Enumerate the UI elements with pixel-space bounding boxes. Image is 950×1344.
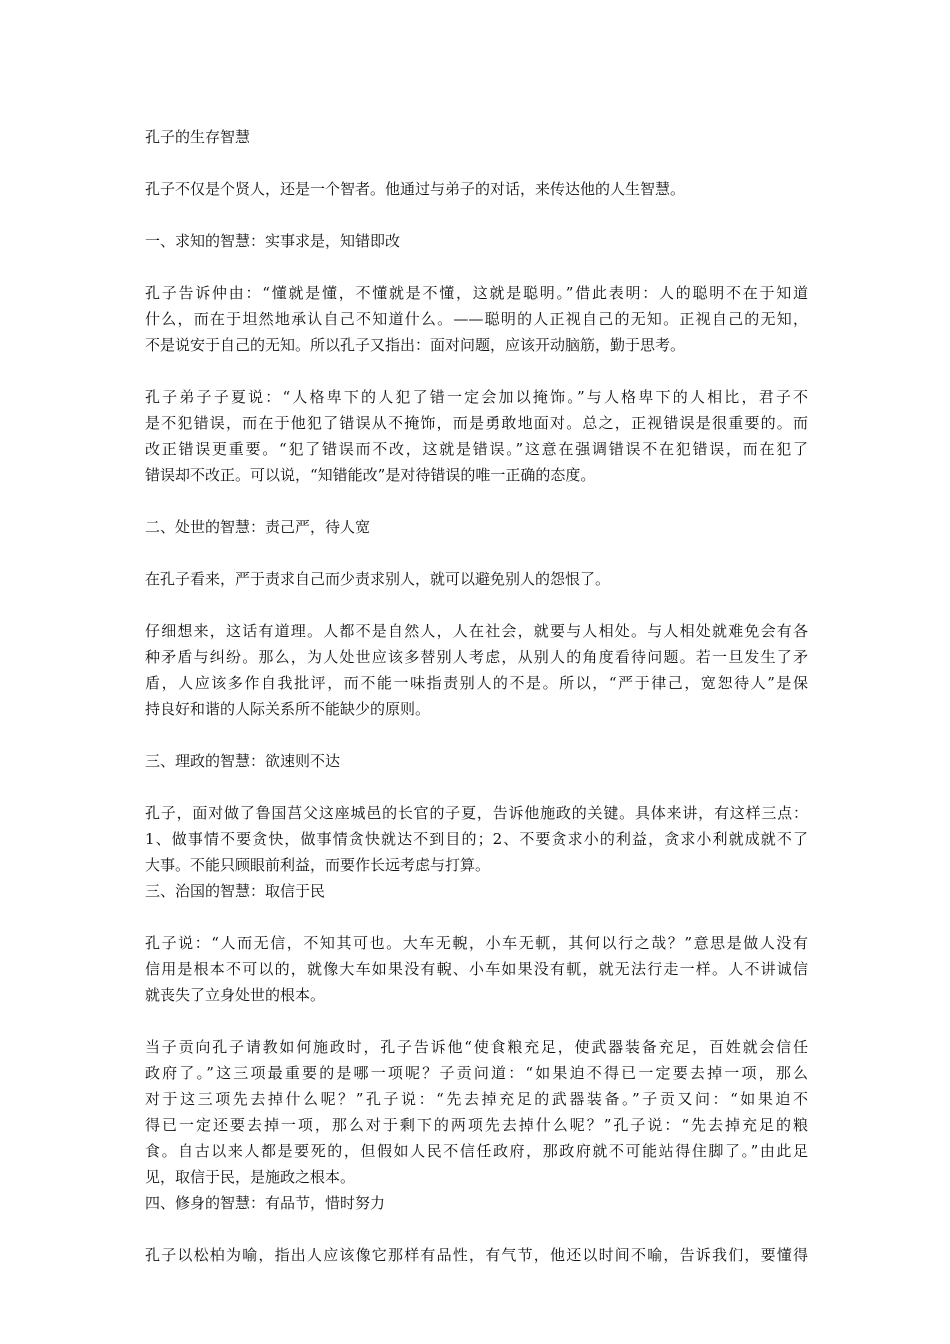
- section-heading-state: 三、治国的智慧：取信于民: [145, 882, 326, 900]
- spacer: [145, 774, 808, 800]
- spacer: [145, 254, 808, 280]
- paragraph-conduct-1: [145, 566, 808, 592]
- paragraph-knowledge-1: [145, 280, 808, 358]
- paragraph-line: 不是说安于自己的无知。所以孔子又指出：面对问题，应该开动脑筋，勤于思考。: [145, 336, 686, 354]
- paragraph-line: 什么，而在于坦然地承认自己不知道什么。——聪明的人正视自己的无知。正视自己的无知，: [145, 310, 808, 328]
- paragraph-state-1: [145, 930, 808, 1008]
- section-heading-conduct: 二、处世的智慧：责己严，待人宽: [145, 518, 371, 536]
- paragraph-knowledge-2: [145, 384, 808, 488]
- paragraph-line: 是不犯错误，而在于他犯了错误从不掩饰，而是勇敢地面对。总之，正视错误是很重要的。而: [145, 414, 808, 432]
- paragraph-line: 1、做事情不要贪快，做事情贪快就达不到目的；2、不要贪求小的利益，贪求小利就成就不了: [145, 830, 808, 848]
- document-page: [145, 124, 808, 1268]
- spacer: [145, 1008, 808, 1034]
- paragraph-conduct-2: [145, 618, 808, 722]
- spacer: [145, 1216, 808, 1242]
- paragraph-self-cultivation-1: [145, 1242, 808, 1268]
- paragraph-line: 食。自古以来人都是要死的，但假如人民不信任政府，那政府就不可能站得住脚了。”由此足: [145, 1142, 808, 1160]
- paragraph-line: 信用是根本不可以的，就像大车如果没有輗、小车如果没有軏，就无法行走一样。人不讲诚信: [145, 960, 808, 978]
- section-heading-governance: 三、理政的智慧：欲速则不达: [145, 752, 341, 770]
- paragraph-line: 仔细想来，这话有道理。人都不是自然人，人在社会，就要与人相处。与人相处就难免会有各: [145, 622, 808, 640]
- section-heading-knowledge: 一、求知的智慧：实事求是，知错即改: [145, 232, 401, 250]
- spacer: [145, 358, 808, 384]
- intro-paragraph: 孔子不仅是个贤人，还是一个智者。他通过与弟子的对话，来传达他的人生智慧。: [145, 180, 686, 198]
- paragraph-line: 政府了。”这三项最重要的是哪一项呢？子贡问道：“如果迫不得已一定要去掉一项，那么: [145, 1064, 808, 1082]
- paragraph-line: 就丧失了立身处世的根本。: [145, 986, 326, 1004]
- spacer: [145, 488, 808, 514]
- paragraph-line: 孔子说：“人而无信，不知其可也。大车无輗，小车无軏，其何以行之哉？”意思是做人没有: [145, 934, 808, 952]
- paragraph-line: 见，取信于民，是施政之根本。: [145, 1168, 356, 1186]
- paragraph-line: 对于这三项先去掉什么呢？”孔子说：“先去掉充足的武器装备。”子贡又问：“如果迫不: [145, 1090, 808, 1108]
- paragraph-governance-1: [145, 800, 808, 878]
- spacer: [145, 592, 808, 618]
- paragraph-line: 孔子弟子子夏说：“人格卑下的人犯了错一定会加以掩饰。”与人格卑下的人相比，君子不: [145, 388, 808, 406]
- paragraph-line: 在孔子看来，严于责求自己而少责求别人，就可以避免别人的怨恨了。: [145, 570, 611, 588]
- spacer: [145, 540, 808, 566]
- section-heading-self-cultivation: 四、修身的智慧：有品节，惜时努力: [145, 1194, 386, 1212]
- paragraph-line: 孔子，面对做了鲁国莒父这座城邑的长官的子夏，告诉他施政的关键。具体来讲，有这样三点：: [145, 804, 808, 822]
- paragraph-line: 种矛盾与纠纷。那么，为人处世应该多替别人考虑，从别人的角度看待问题。若一旦发生了矛: [145, 648, 808, 666]
- spacer: [145, 150, 808, 176]
- spacer: [145, 904, 808, 930]
- paragraph-line: 得已一定还要去掉一项，那么对于剩下的两项先去掉什么呢？”孔子说：“先去掉充足的粮: [145, 1116, 808, 1134]
- paragraph-line: 错误却不改正。可以说，“知错能改”是对待错误的唯一正确的态度。: [145, 466, 596, 484]
- document-title: 孔子的生存智慧: [145, 128, 251, 146]
- paragraph-line: 当子贡向孔子请教如何施政时，孔子告诉他“使食粮充足，使武器装备充足，百姓就会信任: [145, 1038, 808, 1056]
- paragraph-line: 孔子告诉仲由：“懂就是懂，不懂就是不懂，这就是聪明。”借此表明：人的聪明不在于知道: [145, 284, 808, 302]
- paragraph-line: 孔子以松柏为喻，指出人应该像它那样有品性，有气节，他还以时间不喻，告诉我们，要懂得: [145, 1246, 808, 1264]
- paragraph-line: 大事。不能只顾眼前利益，而要作长远考虑与打算。: [145, 856, 491, 874]
- spacer: [145, 202, 808, 228]
- paragraph-line: 改正错误更重要。“犯了错误而不改，这就是错误。”这意在强调错误不在犯错误，而在犯了: [145, 440, 808, 458]
- paragraph-state-2: [145, 1034, 808, 1190]
- paragraph-line: 盾，人应该多作自我批评，而不能一味指责别人的不是。所以，“严于律己，宽恕待人”是保: [145, 674, 808, 692]
- paragraph-line: 持良好和谐的人际关系所不能缺少的原则。: [145, 700, 431, 718]
- spacer: [145, 722, 808, 748]
